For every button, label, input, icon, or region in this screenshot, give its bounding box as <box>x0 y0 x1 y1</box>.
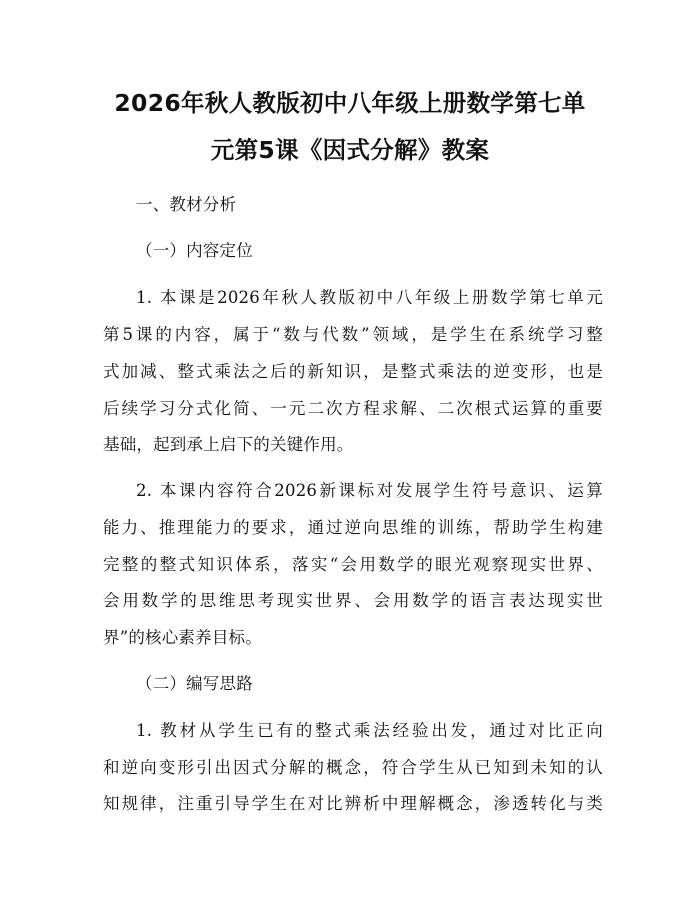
paragraph-3-line-1: 1. 教材从学生已有的整式乘法经验出发，通过对比正向 <box>136 721 603 740</box>
paragraph-3-line-3: 知规律，注重引导学生在对比辨析中理解概念，渗透转化与类 <box>103 794 603 813</box>
paragraph-1-line-5: 基础，起到承上启下的关键作用。 <box>103 435 354 454</box>
paragraph-2-line-5: 界”的核心素养目标。 <box>103 628 262 647</box>
paragraph-2-line-3: 完整的整式知识体系，落实“会用数学的眼光观察现实世界、 <box>103 555 603 574</box>
document-title-line-1: 2026年秋人教版初中八年级上册数学第七单 <box>114 89 586 117</box>
paragraph-3-line-2: 和逆向变形引出因式分解的概念，符合学生从已知到未知的认 <box>103 758 603 777</box>
subsection-heading-writing-approach: （二）编写思路 <box>136 674 253 693</box>
paragraph-2-line-2: 能力、推理能力的要求，通过逆向思维的训练，帮助学生构建 <box>103 518 603 537</box>
paragraph-2-line-4: 会用数学的思维思考现实世界、会用数学的语言表达现实世 <box>103 591 603 610</box>
paragraph-1-line-4: 后续学习分式化简、一元二次方程求解、二次根式运算的重要 <box>103 399 603 418</box>
paragraph-1-line-1: 1. 本课是2026年秋人教版初中八年级上册数学第七单元 <box>136 288 603 307</box>
paragraph-1-line-2: 第5课的内容，属于“数与代数”领域，是学生在系统学习整 <box>103 325 603 344</box>
section-heading-textbook-analysis: 一、教材分析 <box>136 195 237 214</box>
paragraph-2-line-1: 2. 本课内容符合2026新课标对发展学生符号意识、运算 <box>136 481 603 500</box>
document-title-line-2: 元第5课《因式分解》教案 <box>210 136 490 164</box>
paragraph-1-line-3: 式加减、整式乘法之后的新知识，是整式乘法的逆变形，也是 <box>103 362 603 381</box>
subsection-heading-content-positioning: （一）内容定位 <box>136 241 253 260</box>
